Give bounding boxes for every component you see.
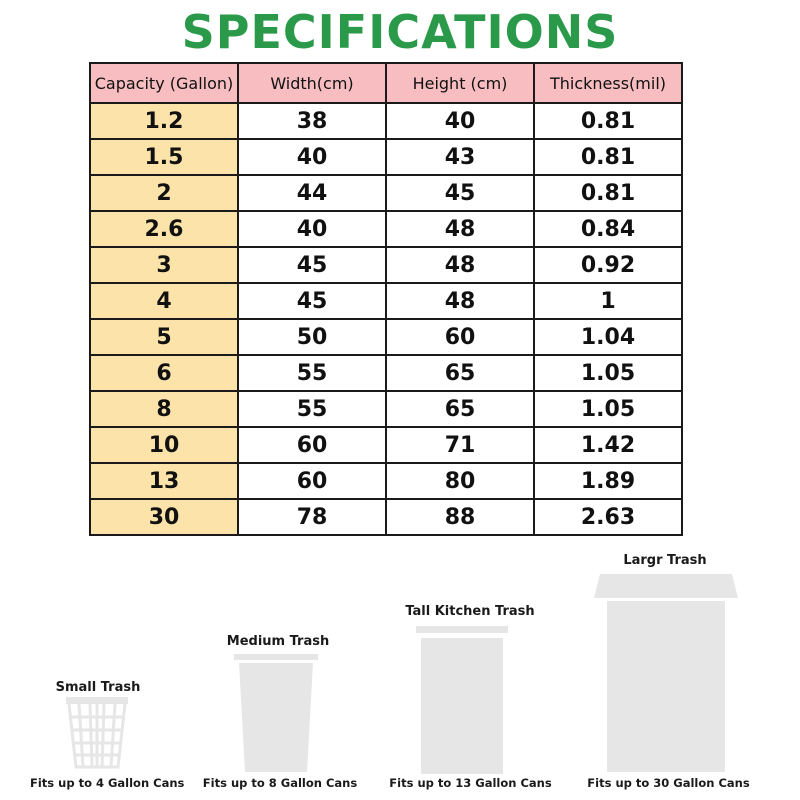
thickness-cell: 0.81	[534, 175, 682, 211]
width-cell: 60	[238, 427, 386, 463]
thickness-cell: 0.92	[534, 247, 682, 283]
capacity-cell: 2	[90, 175, 238, 211]
height-cell: 71	[386, 427, 534, 463]
table-row	[90, 427, 682, 463]
height-cell: 48	[386, 283, 534, 319]
table-row	[90, 355, 682, 391]
width-cell: 60	[238, 463, 386, 499]
thickness-cell: 2.63	[534, 499, 682, 535]
width-cell: 55	[238, 391, 386, 427]
thickness-cell: 0.81	[534, 103, 682, 139]
thickness-cell: 1.42	[534, 427, 682, 463]
medium-trash-fit-label: Fits up to 8 Gallon Cans	[202, 776, 358, 790]
height-cell: 40	[386, 103, 534, 139]
capacity-cell: 8	[90, 391, 238, 427]
height-cell: 65	[386, 355, 534, 391]
width-cell: 50	[238, 319, 386, 355]
table-row	[90, 319, 682, 355]
table-row	[90, 103, 682, 139]
height-cell: 65	[386, 391, 534, 427]
table-row	[90, 463, 682, 499]
thickness-cell: 1.04	[534, 319, 682, 355]
width-cell: 45	[238, 247, 386, 283]
capacity-cell: 30	[90, 499, 238, 535]
capacity-cell: 1.2	[90, 103, 238, 139]
width-cell: 40	[238, 139, 386, 175]
thickness-cell: 0.84	[534, 211, 682, 247]
height-cell: 60	[386, 319, 534, 355]
large-trash-label: Largr Trash	[623, 553, 707, 568]
large-trash-fit-label: Fits up to 30 Gallon Cans	[587, 776, 750, 790]
table-header-row	[90, 63, 682, 103]
table-row	[90, 391, 682, 427]
thickness-cell: 1	[534, 283, 682, 319]
thickness-cell: 1.89	[534, 463, 682, 499]
capacity-cell: 2.6	[90, 211, 238, 247]
height-cell: 88	[386, 499, 534, 535]
width-cell: 44	[238, 175, 386, 211]
width-cell: 38	[238, 103, 386, 139]
height-cell: 48	[386, 211, 534, 247]
small-trash-label: Small Trash	[55, 680, 141, 695]
table-row	[90, 247, 682, 283]
capacity-cell: 4	[90, 283, 238, 319]
header-height: Height (cm)	[386, 63, 534, 103]
height-cell: 43	[386, 139, 534, 175]
table-row	[90, 175, 682, 211]
tall-kitchen-trash-label: Tall Kitchen Trash	[405, 604, 535, 619]
table-row	[90, 499, 682, 535]
page-title: SPECIFICATIONS	[181, 5, 619, 59]
width-cell: 78	[238, 499, 386, 535]
large-trash-can-icon	[594, 574, 738, 772]
medium-trash-label: Medium Trash	[226, 634, 330, 649]
height-cell: 45	[386, 175, 534, 211]
small-trash-fit-label: Fits up to 4 Gallon Cans	[30, 776, 185, 790]
tall-kitchen-trash-fit-label: Fits up to 13 Gallon Cans	[389, 776, 552, 790]
capacity-cell: 13	[90, 463, 238, 499]
medium-trash-can-icon	[234, 654, 318, 772]
header-capacity: Capacity (Gallon)	[90, 63, 238, 103]
table-row	[90, 139, 682, 175]
thickness-cell: 1.05	[534, 355, 682, 391]
header-width: Width(cm)	[238, 63, 386, 103]
width-cell: 45	[238, 283, 386, 319]
height-cell: 48	[386, 247, 534, 283]
capacity-cell: 5	[90, 319, 238, 355]
capacity-cell: 1.5	[90, 139, 238, 175]
width-cell: 55	[238, 355, 386, 391]
width-cell: 40	[238, 211, 386, 247]
table-row	[90, 211, 682, 247]
thickness-cell: 0.81	[534, 139, 682, 175]
capacity-cell: 6	[90, 355, 238, 391]
specifications-table	[89, 62, 683, 536]
thickness-cell: 1.05	[534, 391, 682, 427]
table-row	[90, 283, 682, 319]
header-thickness: Thickness(mil)	[534, 63, 682, 103]
capacity-cell: 10	[90, 427, 238, 463]
height-cell: 80	[386, 463, 534, 499]
small-trash-can-icon	[66, 697, 128, 769]
tall-kitchen-trash-can-icon	[416, 626, 508, 774]
capacity-cell: 3	[90, 247, 238, 283]
